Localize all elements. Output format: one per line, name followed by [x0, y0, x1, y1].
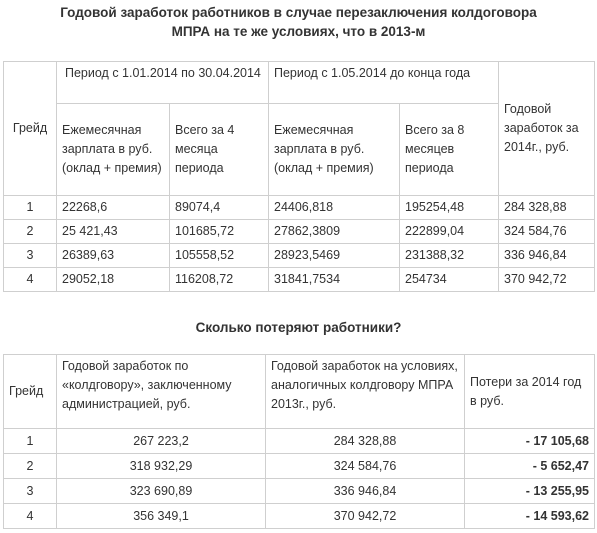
value-cell: 324 584,76 [499, 220, 595, 244]
grade-cell: 1 [4, 429, 57, 454]
monthly1-header: Ежемесячная зарплата в руб. (оклад + премия) [57, 104, 170, 196]
value-cell: 336 946,84 [499, 244, 595, 268]
value-cell: 284 328,88 [499, 196, 595, 220]
grade-header: Грейд [4, 355, 57, 429]
value-cell: 31841,7534 [269, 268, 400, 292]
grade-header: Грейд [4, 62, 57, 196]
loss-cell: - 14 593,62 [465, 504, 595, 529]
value-cell: 323 690,89 [57, 479, 266, 504]
value-cell: 26389,63 [57, 244, 170, 268]
period2-header: Период с 1.05.2014 до конца года [269, 62, 499, 104]
value-cell: 195254,48 [400, 196, 499, 220]
value-cell: 28923,5469 [269, 244, 400, 268]
table-row [4, 429, 595, 454]
value-cell: 267 223,2 [57, 429, 266, 454]
table-row [4, 268, 595, 292]
table-row [4, 220, 595, 244]
grade-cell: 2 [4, 454, 57, 479]
grade-cell: 2 [4, 220, 57, 244]
loss-cell: - 5 652,47 [465, 454, 595, 479]
table-row [4, 479, 595, 504]
value-cell: 370 942,72 [499, 268, 595, 292]
value-cell: 231388,32 [400, 244, 499, 268]
table-annual-earnings [3, 61, 595, 292]
value-cell: 24406,818 [269, 196, 400, 220]
value-cell: 254734 [400, 268, 499, 292]
col2-header: Годовой заработок на условиях, аналогичных колдговору МПРА 2013г., руб. [266, 355, 465, 429]
total2-header: Всего за 8 месяцев периода [400, 104, 499, 196]
value-cell: 116208,72 [170, 268, 269, 292]
table-row [4, 196, 595, 220]
value-cell: 27862,3809 [269, 220, 400, 244]
value-cell: 101685,72 [170, 220, 269, 244]
grade-cell: 4 [4, 504, 57, 529]
annual-header: Годовой заработок за 2014г., руб. [499, 62, 595, 196]
loss-cell: - 17 105,68 [465, 429, 595, 454]
grade-cell: 1 [4, 196, 57, 220]
value-cell: 370 942,72 [266, 504, 465, 529]
grade-cell: 3 [4, 479, 57, 504]
value-cell: 356 349,1 [57, 504, 266, 529]
value-cell: 324 584,76 [266, 454, 465, 479]
title-annual-earnings: Годовой заработок работников в случае перезаключения колдоговора МПРА на те же условиях, что в 2013-м [60, 5, 537, 39]
grade-cell: 3 [4, 244, 57, 268]
monthly2-header: Ежемесячная зарплата в руб. (оклад + премия) [269, 104, 400, 196]
period1-header: Период с 1.01.2014 по 30.04.2014 [57, 62, 269, 104]
col1-header: Годовой заработок по «колдговору», заключенному администрацией, руб. [57, 355, 266, 429]
table-row [4, 454, 595, 479]
value-cell: 22268,6 [57, 196, 170, 220]
col3-header: Потери за 2014 год в руб. [465, 355, 595, 429]
table-row [4, 504, 595, 529]
value-cell: 336 946,84 [266, 479, 465, 504]
loss-cell: - 13 255,95 [465, 479, 595, 504]
table-losses [3, 354, 595, 529]
value-cell: 25 421,43 [57, 220, 170, 244]
grade-cell: 4 [4, 268, 57, 292]
total1-header: Всего за 4 месяца периода [170, 104, 269, 196]
table-row [4, 244, 595, 268]
value-cell: 105558,52 [170, 244, 269, 268]
value-cell: 222899,04 [400, 220, 499, 244]
title-losses: Сколько потеряют работники? [195, 320, 402, 335]
value-cell: 89074,4 [170, 196, 269, 220]
value-cell: 318 932,29 [57, 454, 266, 479]
value-cell: 284 328,88 [266, 429, 465, 454]
value-cell: 29052,18 [57, 268, 170, 292]
